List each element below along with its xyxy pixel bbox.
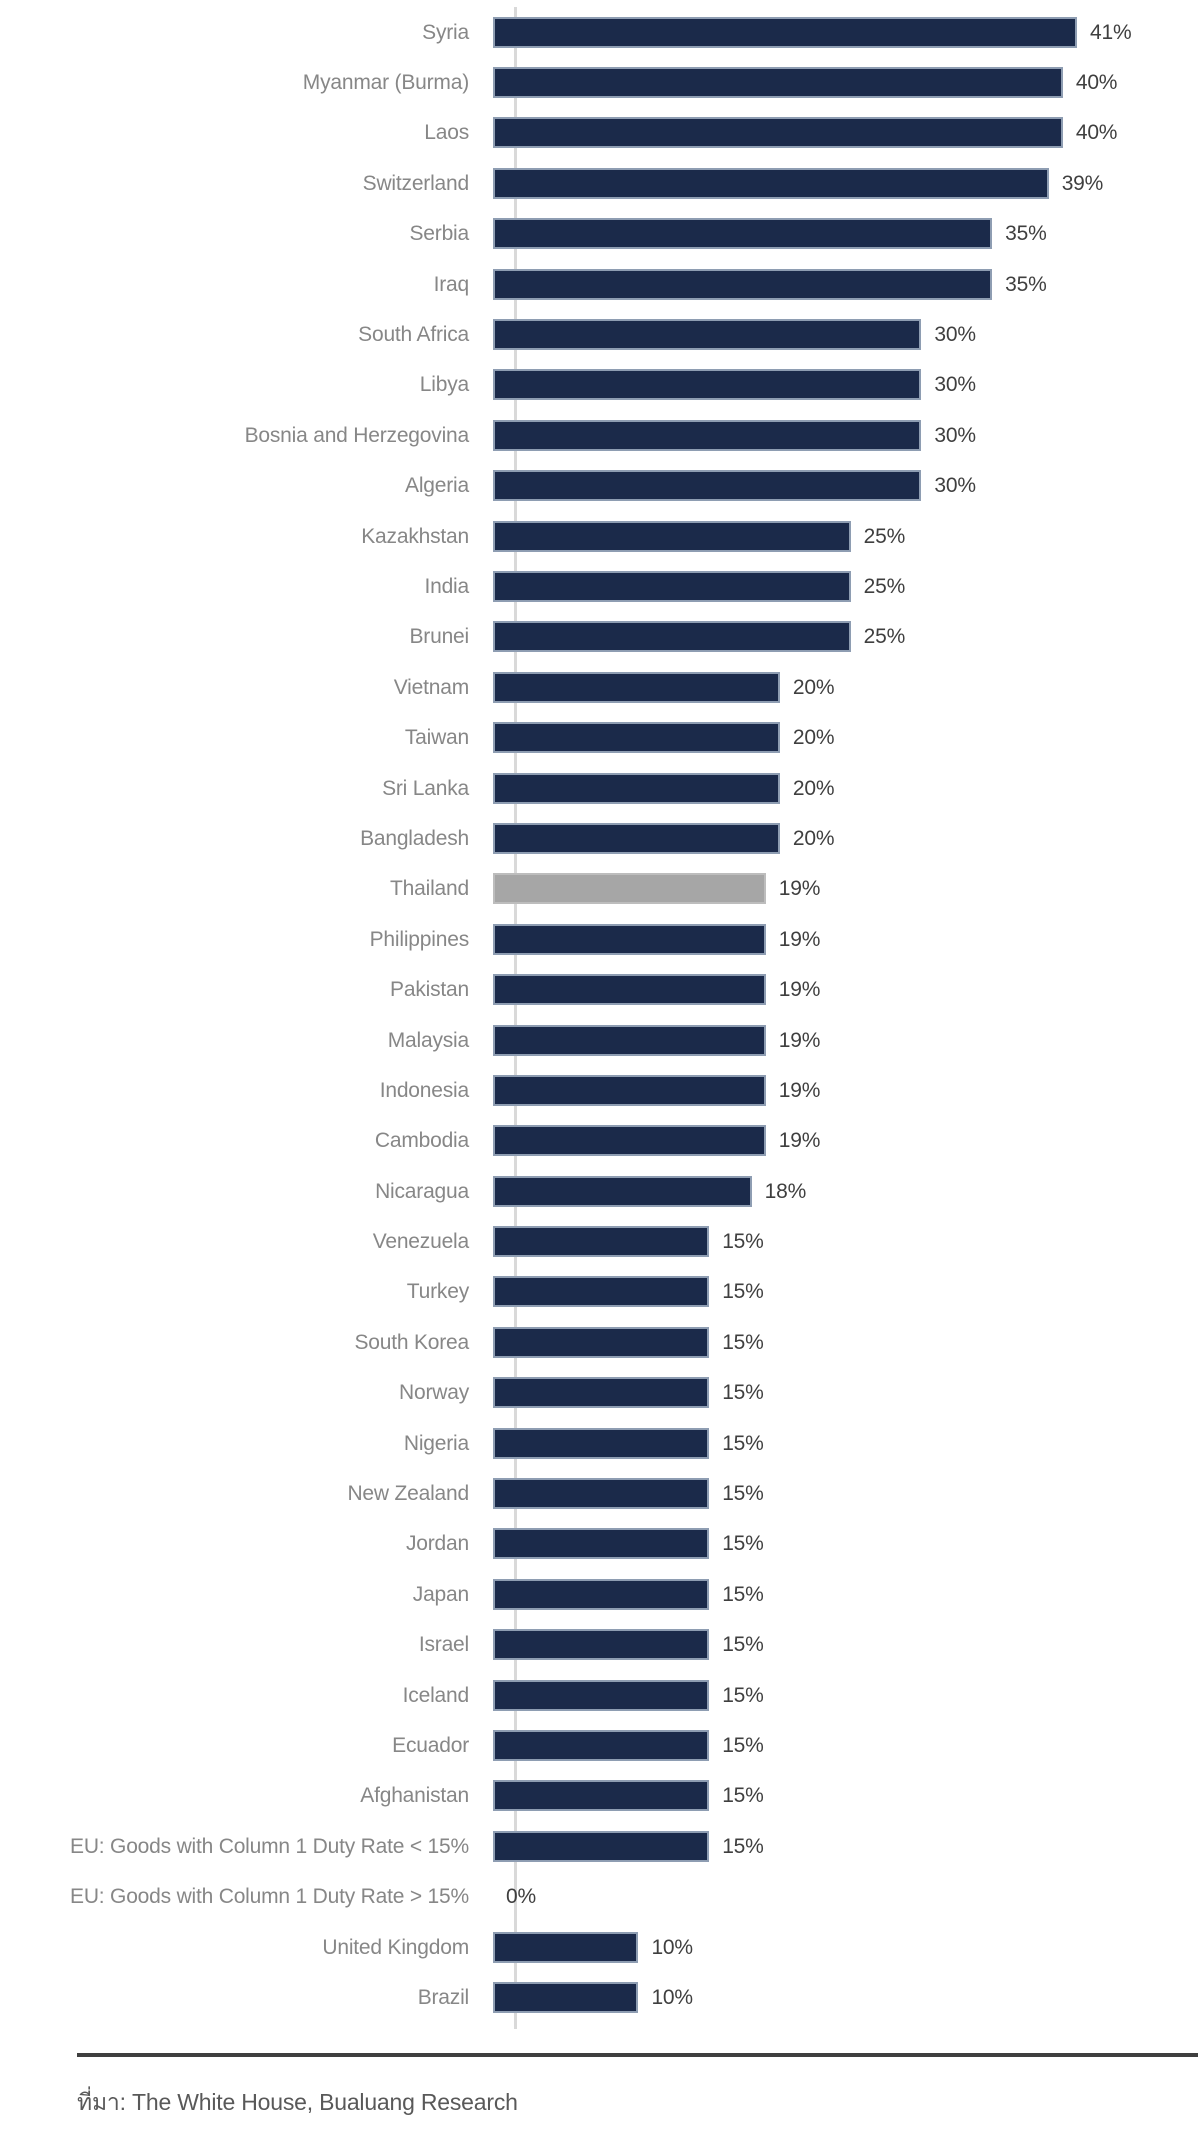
bar-row: [0, 209, 1200, 259]
bar: [493, 1226, 709, 1257]
value-label: 15%: [722, 1330, 764, 1354]
value-label: 19%: [778, 877, 821, 901]
category-label: Turkey: [406, 1280, 469, 1304]
bar: [493, 823, 780, 854]
value-label: 0%: [506, 1885, 536, 1909]
bar-row: [0, 309, 1200, 359]
bar-row: [0, 712, 1200, 762]
bar-row: [0, 1972, 1200, 2022]
bar: [493, 67, 1063, 98]
bar: [493, 1276, 709, 1307]
category-label: Bosnia and Herzegovina: [244, 423, 469, 447]
category-label: Serbia: [409, 222, 469, 246]
category-label: Sri Lanka: [382, 776, 469, 800]
value-label: 30%: [934, 423, 976, 447]
bar-row: [0, 1922, 1200, 1972]
bar: [493, 1780, 709, 1811]
value-label: 19%: [778, 1028, 821, 1052]
value-label: 39%: [1061, 171, 1104, 195]
category-label: Ecuador: [392, 1733, 469, 1757]
bar: [493, 470, 921, 501]
bar: [493, 1932, 638, 1963]
value-label: 40%: [1075, 121, 1118, 145]
value-label: 15%: [722, 1381, 764, 1405]
bar: [493, 1528, 709, 1559]
bar-row: [0, 662, 1200, 712]
value-label: 41%: [1090, 20, 1132, 44]
bar-row: [0, 1519, 1200, 1569]
value-label: 19%: [778, 978, 821, 1002]
value-label: 30%: [934, 373, 976, 397]
bar: [493, 672, 780, 703]
category-label: Bangladesh: [360, 826, 469, 850]
bar: [493, 269, 992, 300]
category-label: Venezuela: [372, 1230, 469, 1254]
value-label: 20%: [792, 675, 835, 699]
bar: [493, 17, 1077, 48]
bar: [493, 1377, 709, 1408]
category-label: Indonesia: [379, 1078, 469, 1102]
bar: [493, 1680, 709, 1711]
footer-divider: [77, 2053, 1198, 2057]
bar: [493, 1125, 766, 1156]
bar: [493, 420, 921, 451]
bar-row: [0, 1468, 1200, 1518]
bar: [493, 773, 780, 804]
bar-row: [0, 1771, 1200, 1821]
value-label: 15%: [722, 1582, 764, 1606]
category-label: Malaysia: [387, 1028, 469, 1052]
category-label: EU: Goods with Column 1 Duty Rate < 15%: [70, 1834, 469, 1858]
bar-row: [0, 1670, 1200, 1720]
value-label: 15%: [722, 1230, 764, 1254]
bar: [493, 722, 780, 753]
bar: [493, 218, 992, 249]
bar-row: [0, 1116, 1200, 1166]
category-label: Laos: [424, 121, 469, 145]
bar-highlighted: [493, 873, 766, 904]
bar: [493, 319, 921, 350]
bar-row: [0, 1166, 1200, 1216]
bar-row: [0, 813, 1200, 863]
bar-row: [0, 1620, 1200, 1670]
value-label: 15%: [722, 1482, 764, 1506]
value-label: 15%: [722, 1431, 764, 1455]
bar: [493, 1075, 766, 1106]
bar: [493, 521, 851, 552]
bar: [493, 1629, 709, 1660]
bar: [493, 117, 1063, 148]
bar-row: [0, 259, 1200, 309]
value-label: 19%: [778, 927, 821, 951]
value-label: 20%: [792, 826, 835, 850]
category-label: Nigeria: [403, 1431, 469, 1455]
category-label: Jordan: [405, 1532, 469, 1556]
bar-row: [0, 1015, 1200, 1065]
value-label: 20%: [792, 776, 835, 800]
bar-row: [0, 864, 1200, 914]
plot-area: [0, 7, 1200, 2023]
bar: [493, 1478, 709, 1509]
bar-row: [0, 7, 1200, 57]
category-label: Afghanistan: [360, 1784, 469, 1808]
bar-row: [0, 763, 1200, 813]
bar: [493, 924, 766, 955]
bar: [493, 168, 1049, 199]
category-label: Brazil: [417, 1985, 469, 2009]
category-label: Iraq: [433, 272, 469, 296]
bar: [493, 1982, 638, 2013]
value-label: 40%: [1075, 71, 1118, 95]
value-label: 15%: [722, 1834, 764, 1858]
value-label: 30%: [934, 323, 976, 347]
value-label: 25%: [863, 524, 906, 548]
value-label: 19%: [778, 1129, 821, 1153]
bar-row: [0, 964, 1200, 1014]
bar-row: [0, 1317, 1200, 1367]
category-label: Vietnam: [393, 675, 469, 699]
category-label: South Africa: [358, 323, 469, 347]
bar: [493, 1579, 709, 1610]
bar-row: [0, 108, 1200, 158]
bar-row: [0, 1216, 1200, 1266]
bar-row: [0, 461, 1200, 511]
value-label: 30%: [934, 474, 976, 498]
category-label: Iceland: [402, 1683, 469, 1707]
category-label: Thailand: [390, 877, 469, 901]
bar-row: [0, 1368, 1200, 1418]
bar: [493, 1176, 752, 1207]
bar: [493, 1025, 766, 1056]
bar: [493, 974, 766, 1005]
bar-row: [0, 1267, 1200, 1317]
category-label: Switzerland: [362, 171, 469, 195]
value-label: 15%: [722, 1784, 764, 1808]
value-label: 18%: [764, 1179, 807, 1203]
category-label: India: [424, 574, 469, 598]
bar: [493, 1831, 709, 1862]
bar: [493, 1327, 709, 1358]
bar-row: [0, 1821, 1200, 1871]
category-label: Algeria: [405, 474, 469, 498]
category-label: Myanmar (Burma): [302, 71, 469, 95]
source-note: ที่มา: The White House, Bualuang Research: [77, 2089, 518, 2115]
value-label: 15%: [722, 1683, 764, 1707]
category-label: Japan: [412, 1582, 469, 1606]
category-label: Pakistan: [390, 978, 469, 1002]
value-label: 15%: [722, 1280, 764, 1304]
bar-row: [0, 914, 1200, 964]
value-label: 10%: [651, 1935, 693, 1959]
bar-row: [0, 57, 1200, 107]
bar-row: [0, 158, 1200, 208]
value-label: 25%: [863, 574, 906, 598]
bar: [493, 571, 851, 602]
bar-row: [0, 1569, 1200, 1619]
value-label: 35%: [1005, 222, 1047, 246]
value-label: 35%: [1005, 272, 1047, 296]
bar: [493, 1428, 709, 1459]
category-label: Israel: [418, 1633, 469, 1657]
bar: [493, 369, 921, 400]
category-label: Libya: [419, 373, 469, 397]
category-label: United Kingdom: [322, 1935, 469, 1959]
category-label: Syria: [422, 20, 469, 44]
value-label: 15%: [722, 1733, 764, 1757]
bar-row: [0, 1871, 1200, 1921]
bar-row: [0, 561, 1200, 611]
category-label: Taiwan: [404, 726, 469, 750]
bar-row: [0, 612, 1200, 662]
category-label: Nicaragua: [375, 1179, 469, 1203]
value-label: 19%: [778, 1078, 821, 1102]
category-label: New Zealand: [347, 1482, 469, 1506]
bar-row: [0, 410, 1200, 460]
category-label: Brunei: [409, 625, 469, 649]
bar-row: [0, 360, 1200, 410]
category-label: Philippines: [369, 927, 469, 951]
bar-row: [0, 511, 1200, 561]
bar-row: [0, 1418, 1200, 1468]
bar-row: [0, 1065, 1200, 1115]
bar-row: [0, 1720, 1200, 1770]
bar: [493, 1730, 709, 1761]
category-label: Norway: [399, 1381, 469, 1405]
value-label: 15%: [722, 1532, 764, 1556]
bar: [493, 621, 851, 652]
value-label: 25%: [863, 625, 906, 649]
category-label: Cambodia: [374, 1129, 469, 1153]
value-label: 20%: [792, 726, 835, 750]
category-label: South Korea: [354, 1330, 469, 1354]
value-label: 10%: [651, 1985, 693, 2009]
category-label: Kazakhstan: [361, 524, 469, 548]
category-label: EU: Goods with Column 1 Duty Rate > 15%: [70, 1885, 469, 1909]
value-label: 15%: [722, 1633, 764, 1657]
